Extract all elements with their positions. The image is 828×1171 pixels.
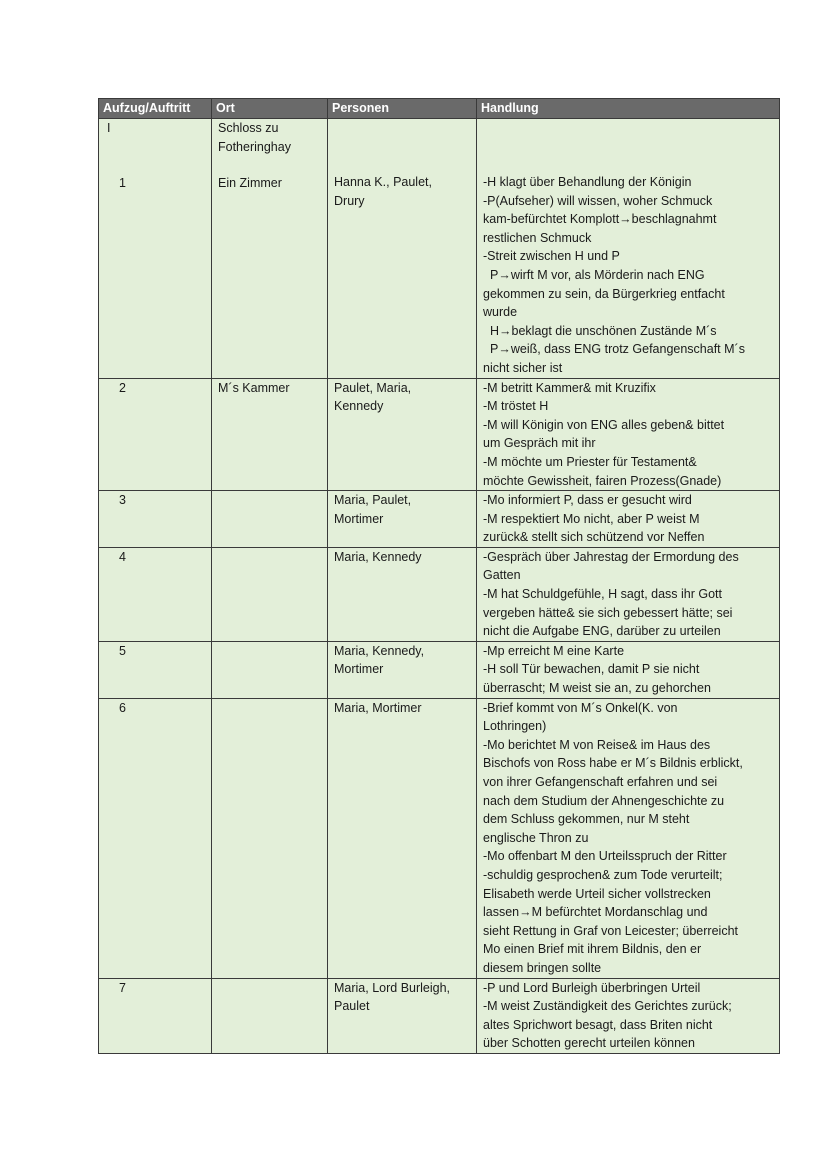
- personen-line: Paulet, Maria,: [334, 380, 412, 395]
- cell-auftritt: [99, 698, 212, 978]
- cell-personen: [328, 547, 477, 641]
- handlung-line: altes Sprichwort besagt, dass Briten nicht: [483, 1017, 713, 1032]
- personen-line: Maria, Kennedy: [334, 549, 422, 564]
- handlung-line: Lothringen): [483, 719, 547, 734]
- header-row: [99, 99, 780, 119]
- handlung-line: -Brief kommt von M´s Onkel(K. von: [483, 700, 678, 715]
- handlung-line: -Mo berichtet M von Reise& im Haus des: [483, 737, 711, 752]
- act-ort-line: Fotheringhay: [218, 139, 291, 154]
- handlung-line: -H soll Tür bewachen, damit P sie nicht: [483, 662, 700, 677]
- auftritt-number: 6: [119, 700, 126, 715]
- handlung-line: nicht sicher ist: [483, 360, 563, 375]
- spacer: [483, 137, 774, 155]
- cell-personen: [328, 641, 477, 698]
- auftritt-number: 3: [119, 493, 126, 508]
- handlung-line: nicht die Aufgabe ENG, darüber zu urteilen: [483, 624, 721, 639]
- cell-handlung: [477, 698, 780, 978]
- ort-line: M´s Kammer: [218, 380, 290, 395]
- personen-line: Mortimer: [334, 511, 384, 526]
- handlung-line: über Schotten gerecht urteilen können: [483, 1036, 695, 1051]
- ort-line: Ein Zimmer: [218, 176, 282, 191]
- table-row: [99, 119, 780, 379]
- handlung-line: zurück& stellt sich schützend vor Neffen: [483, 530, 705, 545]
- header-personen: Personen: [328, 99, 477, 119]
- cell-handlung: [477, 378, 780, 491]
- handlung-line: überrascht; M weist sie an, zu gehorchen: [483, 681, 711, 696]
- cell-ort: [212, 119, 328, 379]
- cell-ort: [212, 978, 328, 1053]
- handlung-line: P→weiß, dass ENG trotz Gefangenschaft M´s: [490, 342, 745, 357]
- spacer: [105, 156, 206, 174]
- personen-line: Drury: [334, 193, 365, 208]
- personen-line: Kennedy: [334, 399, 384, 414]
- personen-line: Maria, Kennedy,: [334, 643, 425, 658]
- personen-line: Mortimer: [334, 662, 384, 677]
- table-row: [99, 491, 780, 548]
- spacer: [334, 155, 471, 173]
- handlung-line: -M hat Schuldgefühle, H sagt, dass ihr Gott: [483, 587, 723, 602]
- handlung-line: -M möchte um Priester für Testament&: [483, 454, 697, 469]
- table-row: [99, 547, 780, 641]
- handlung-line: H→beklagt die unschönen Zustände M´s: [490, 323, 717, 338]
- spacer: [334, 119, 471, 137]
- cell-auftritt: [99, 491, 212, 548]
- handlung-line: -schuldig gesprochen& zum Tode verurteilt;: [483, 867, 723, 882]
- handlung-line: -M tröstet H: [483, 399, 549, 414]
- handlung-line: restlichen Schmuck: [483, 230, 592, 245]
- scene-table: [98, 98, 780, 1054]
- handlung-line: dem Schluss gekommen, nur M steht: [483, 812, 690, 827]
- handlung-line: -Mo informiert P, dass er gesucht wird: [483, 493, 692, 508]
- auftritt-number: 7: [119, 980, 126, 995]
- spacer: [105, 138, 206, 156]
- handlung-line: Bischofs von Ross habe er M´s Bildnis erblickt,: [483, 756, 743, 771]
- spacer: [483, 119, 774, 137]
- cell-personen: [328, 698, 477, 978]
- cell-personen: [328, 119, 477, 379]
- cell-handlung: [477, 491, 780, 548]
- spacer: [334, 137, 471, 155]
- handlung-line: nach dem Studium der Ahnengeschichte zu: [483, 793, 725, 808]
- cell-handlung: [477, 547, 780, 641]
- personen-line: Maria, Mortimer: [334, 700, 422, 715]
- handlung-line: -Mo offenbart M den Urteilsspruch der Ritter: [483, 849, 727, 864]
- handlung-line: von ihrer Gefangenschaft erfahren und sei: [483, 775, 718, 789]
- cell-auftritt: [99, 119, 212, 379]
- cell-ort: [212, 641, 328, 698]
- handlung-line: diesem bringen sollte: [483, 960, 602, 975]
- personen-line: Paulet: [334, 999, 370, 1014]
- handlung-line: wurde: [483, 305, 518, 320]
- handlung-line: Elisabeth werde Urteil sicher vollstrecken: [483, 886, 711, 901]
- handlung-line: -H klagt über Behandlung der Königin: [483, 175, 692, 189]
- cell-handlung: [477, 641, 780, 698]
- handlung-line: gekommen zu sein, da Bürgerkrieg entfacht: [483, 286, 725, 301]
- auftritt-number: 1: [119, 175, 126, 190]
- cell-auftritt: [99, 978, 212, 1053]
- handlung-line: kam-befürchtet Komplott→beschlagnahmt: [483, 212, 717, 227]
- handlung-line: -M betritt Kammer& mit Kruzifix: [483, 380, 656, 395]
- act-ort-line: Schloss zu: [218, 121, 279, 135]
- handlung-line: -M will Königin von ENG alles geben& bittet: [483, 417, 725, 432]
- spacer: [483, 155, 774, 173]
- handlung-line: englische Thron zu: [483, 830, 589, 845]
- handlung-line: -Gespräch über Jahrestag der Ermordung des: [483, 549, 739, 564]
- personen-line: Hanna K., Paulet,: [334, 175, 432, 189]
- handlung-line: möchte Gewissheit, fairen Prozess(Gnade): [483, 473, 722, 488]
- handlung-line: Gatten: [483, 568, 521, 583]
- table-row: [99, 378, 780, 491]
- handlung-line: -M respektiert Mo nicht, aber P weist M: [483, 511, 700, 526]
- cell-ort: [212, 491, 328, 548]
- table-row: [99, 978, 780, 1053]
- handlung-line: P→wirft M vor, als Mörderin nach ENG: [490, 267, 705, 282]
- cell-ort: [212, 698, 328, 978]
- cell-personen: [328, 378, 477, 491]
- handlung-line: lassen→M befürchtet Mordanschlag und: [483, 905, 708, 920]
- handlung-line: -P und Lord Burleigh überbringen Urteil: [483, 980, 701, 995]
- cell-auftritt: [99, 378, 212, 491]
- cell-handlung: [477, 978, 780, 1053]
- handlung-line: vergeben hätte& sie sich gebessert hätte; sei: [483, 605, 733, 620]
- handlung-line: -M weist Zuständigkeit des Gerichtes zurück;: [483, 999, 732, 1014]
- handlung-line: -Streit zwischen H und P: [483, 249, 620, 264]
- auftritt-number: 2: [119, 380, 126, 395]
- spacer: [218, 156, 322, 174]
- cell-auftritt: [99, 641, 212, 698]
- cell-personen: [328, 978, 477, 1053]
- header-handlung: Handlung: [477, 99, 780, 119]
- personen-line: Maria, Paulet,: [334, 493, 412, 508]
- header-aufzug: Aufzug/Auftritt: [99, 99, 212, 119]
- auftritt-number: 4: [119, 549, 126, 564]
- handlung-line: um Gespräch mit ihr: [483, 436, 596, 451]
- handlung-line: -Mp erreicht M eine Karte: [483, 643, 625, 658]
- auftritt-number: 5: [119, 643, 126, 658]
- cell-handlung: [477, 119, 780, 379]
- handlung-line: Mo einen Brief mit ihrem Bildnis, den er: [483, 942, 702, 957]
- cell-ort: [212, 378, 328, 491]
- handlung-line: sieht Rettung in Graf von Leicester; überreicht: [483, 923, 738, 938]
- act-label: I: [107, 121, 111, 135]
- table-row: [99, 698, 780, 978]
- cell-auftritt: [99, 547, 212, 641]
- cell-personen: [328, 491, 477, 548]
- personen-line: Maria, Lord Burleigh,: [334, 980, 451, 995]
- handlung-line: -P(Aufseher) will wissen, woher Schmuck: [483, 193, 713, 208]
- table-row: [99, 641, 780, 698]
- header-ort: Ort: [212, 99, 328, 119]
- cell-ort: [212, 547, 328, 641]
